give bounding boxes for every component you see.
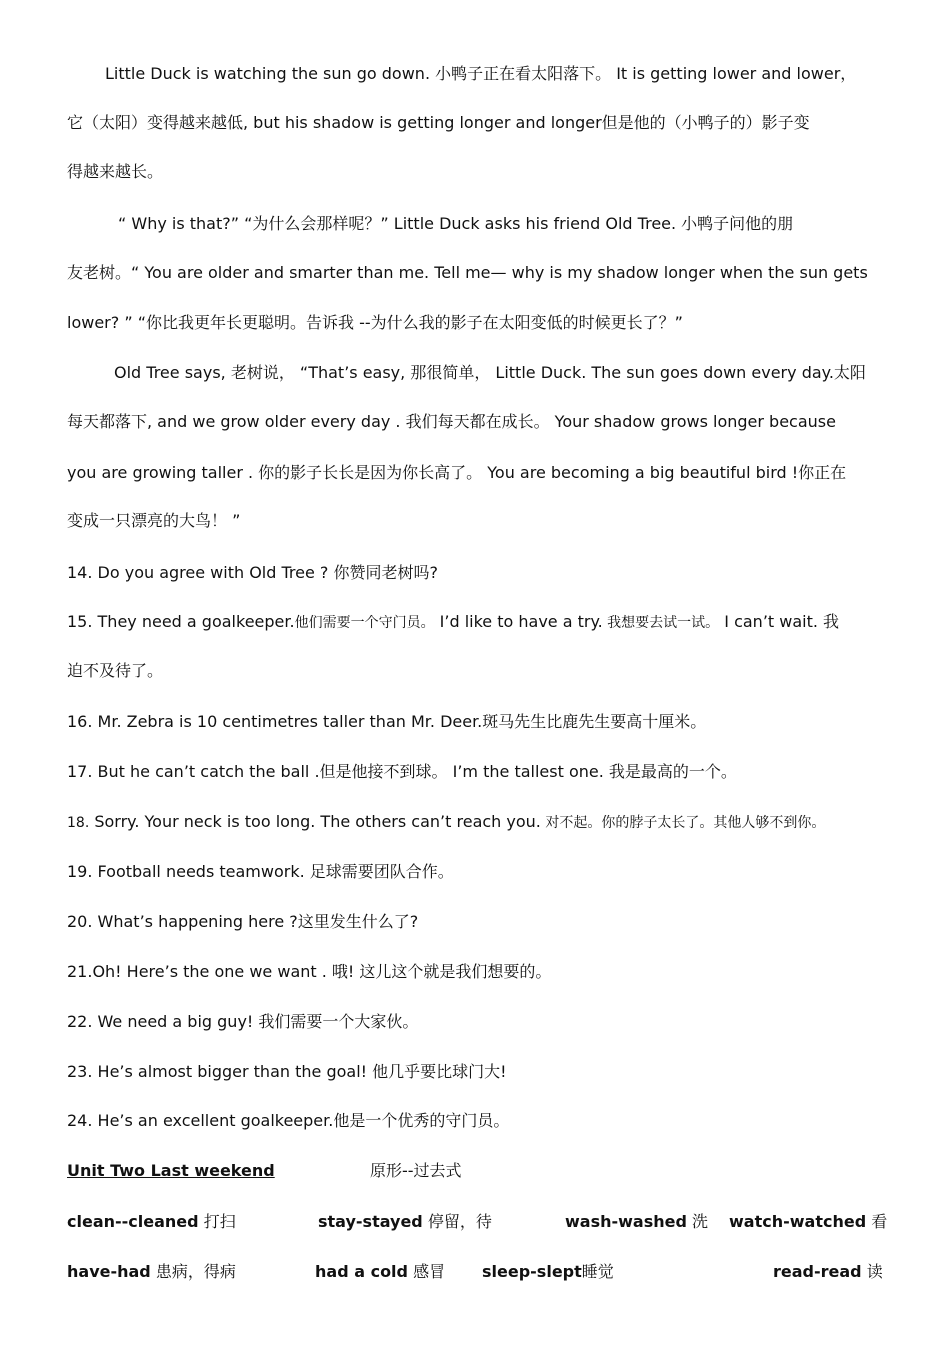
vocab-row — [67, 1262, 910, 1282]
vocab-entry — [315, 1262, 445, 1282]
story-line: 变成一只漂亮的大鸟！ ” — [67, 511, 241, 530]
list-item: 20. What’s happening here ?这里发生什么了? — [67, 912, 419, 931]
story-line: you are growing taller . 你的影子长长是因为你长高了。 You are becoming a big beautiful bird !你正在 — [67, 463, 847, 482]
vocab-meaning: 打扫 — [198, 1212, 236, 1231]
unit-header — [67, 1161, 910, 1181]
list-item — [67, 812, 910, 833]
item-translation: 我想要去试一试。 — [602, 615, 720, 631]
list-item: 21.Oh! Here’s the one we want . 哦! 这儿这个就是我们想要的。 — [67, 962, 552, 981]
vocab-meaning: 感冒 — [408, 1262, 446, 1281]
vocab-word: sleep-slept — [482, 1262, 582, 1281]
story-line: “ Why is that?” “为什么会那样呢？” Little Duck asks his friend Old Tree. 小鸭子问他的朋 — [118, 214, 794, 233]
story-line: lower? ” “你比我更年长更聪明。告诉我 --为什么我的影子在太阳变低的时候更长了？” — [67, 313, 683, 332]
vocab-word: had a cold — [315, 1262, 408, 1281]
story-line: Little Duck is watching the sun go down. 小鸭子正在看太阳落下。 It is getting lower and lower， — [105, 64, 857, 83]
vocab-meaning: 睡觉 — [581, 1262, 614, 1281]
item-text: I can’t wait. 我 — [719, 612, 840, 631]
vocab-meaning: 洗 — [686, 1212, 709, 1231]
item-text: Sorry. Your neck is too long. The others can’t reach you. — [89, 812, 541, 831]
vocab-word: wash-washed — [565, 1212, 687, 1231]
list-item — [67, 612, 910, 633]
list-item: 14. Do you agree with Old Tree ? 你赞同老树吗? — [67, 563, 438, 582]
item-number: 18. — [67, 815, 90, 831]
vocab-word: have-had — [67, 1262, 151, 1281]
vocab-word: stay-stayed — [318, 1212, 423, 1231]
vocab-meaning: 读 — [861, 1262, 883, 1281]
list-item: 19. Football needs teamwork. 足球需要团队合作。 — [67, 862, 454, 881]
vocab-word: watch-watched — [729, 1212, 867, 1231]
vocab-word: clean--cleaned — [67, 1212, 199, 1231]
vocab-entry — [773, 1262, 883, 1282]
list-item: 24. He’s an excellent goalkeeper.他是一个优秀的守门员。 — [67, 1111, 510, 1130]
unit-heading: Unit Two Last weekend — [67, 1161, 275, 1180]
story-line: Old Tree says, 老树说， “That’s easy, 那很简单， Little Duck. The sun goes down every day.太阳 — [114, 363, 866, 382]
vocab-entry — [67, 1212, 236, 1232]
vocab-word: read-read — [773, 1262, 862, 1281]
vocab-entry — [318, 1212, 492, 1232]
vocab-entry — [482, 1262, 614, 1282]
list-item: 22. We need a big guy! 我们需要一个大家伙。 — [67, 1012, 419, 1031]
story-line: 得越来越长。 — [67, 162, 164, 181]
vocab-meaning: 停留，待 — [422, 1212, 492, 1231]
story-line: 友老树。“ You are older and smarter than me. Tell me— why is my shadow longer when the sun gets — [67, 263, 868, 282]
vocab-entry — [67, 1262, 236, 1282]
list-item: 23. He’s almost bigger than the goal! 他几乎要比球门大! — [67, 1062, 507, 1081]
story-line: 每天都落下, and we grow older every day . 我们每天都在成长。 Your shadow grows longer because — [67, 412, 836, 431]
item-translation: 他们需要一个守门员。 — [294, 615, 435, 631]
vocab-row — [67, 1212, 910, 1232]
list-item: 17. But he can’t catch the ball .但是他接不到球。 I’m the tallest one. 我是最高的一个。 — [67, 762, 737, 781]
story-line: 它（太阳）变得越来越低, but his shadow is getting longer and longer但是他的（小鸭子的）影子变 — [67, 113, 810, 132]
vocab-meaning: 患病，得病 — [150, 1262, 236, 1281]
list-item-continued: 迫不及待了。 — [67, 661, 164, 680]
unit-subtitle: 原形--过去式 — [370, 1161, 462, 1180]
item-translation: 对不起。你的脖子太长了。其他人够不到你。 — [540, 815, 826, 831]
list-item: 16. Mr. Zebra is 10 centimetres taller than Mr. Deer.斑马先生比鹿先生要高十厘米。 — [67, 712, 707, 731]
vocab-entry — [729, 1212, 887, 1232]
vocab-entry — [565, 1212, 708, 1232]
item-text: I’d like to have a try. — [434, 612, 603, 631]
item-text: 15. They need a goalkeeper. — [67, 612, 295, 631]
vocab-meaning: 看 — [866, 1212, 888, 1231]
